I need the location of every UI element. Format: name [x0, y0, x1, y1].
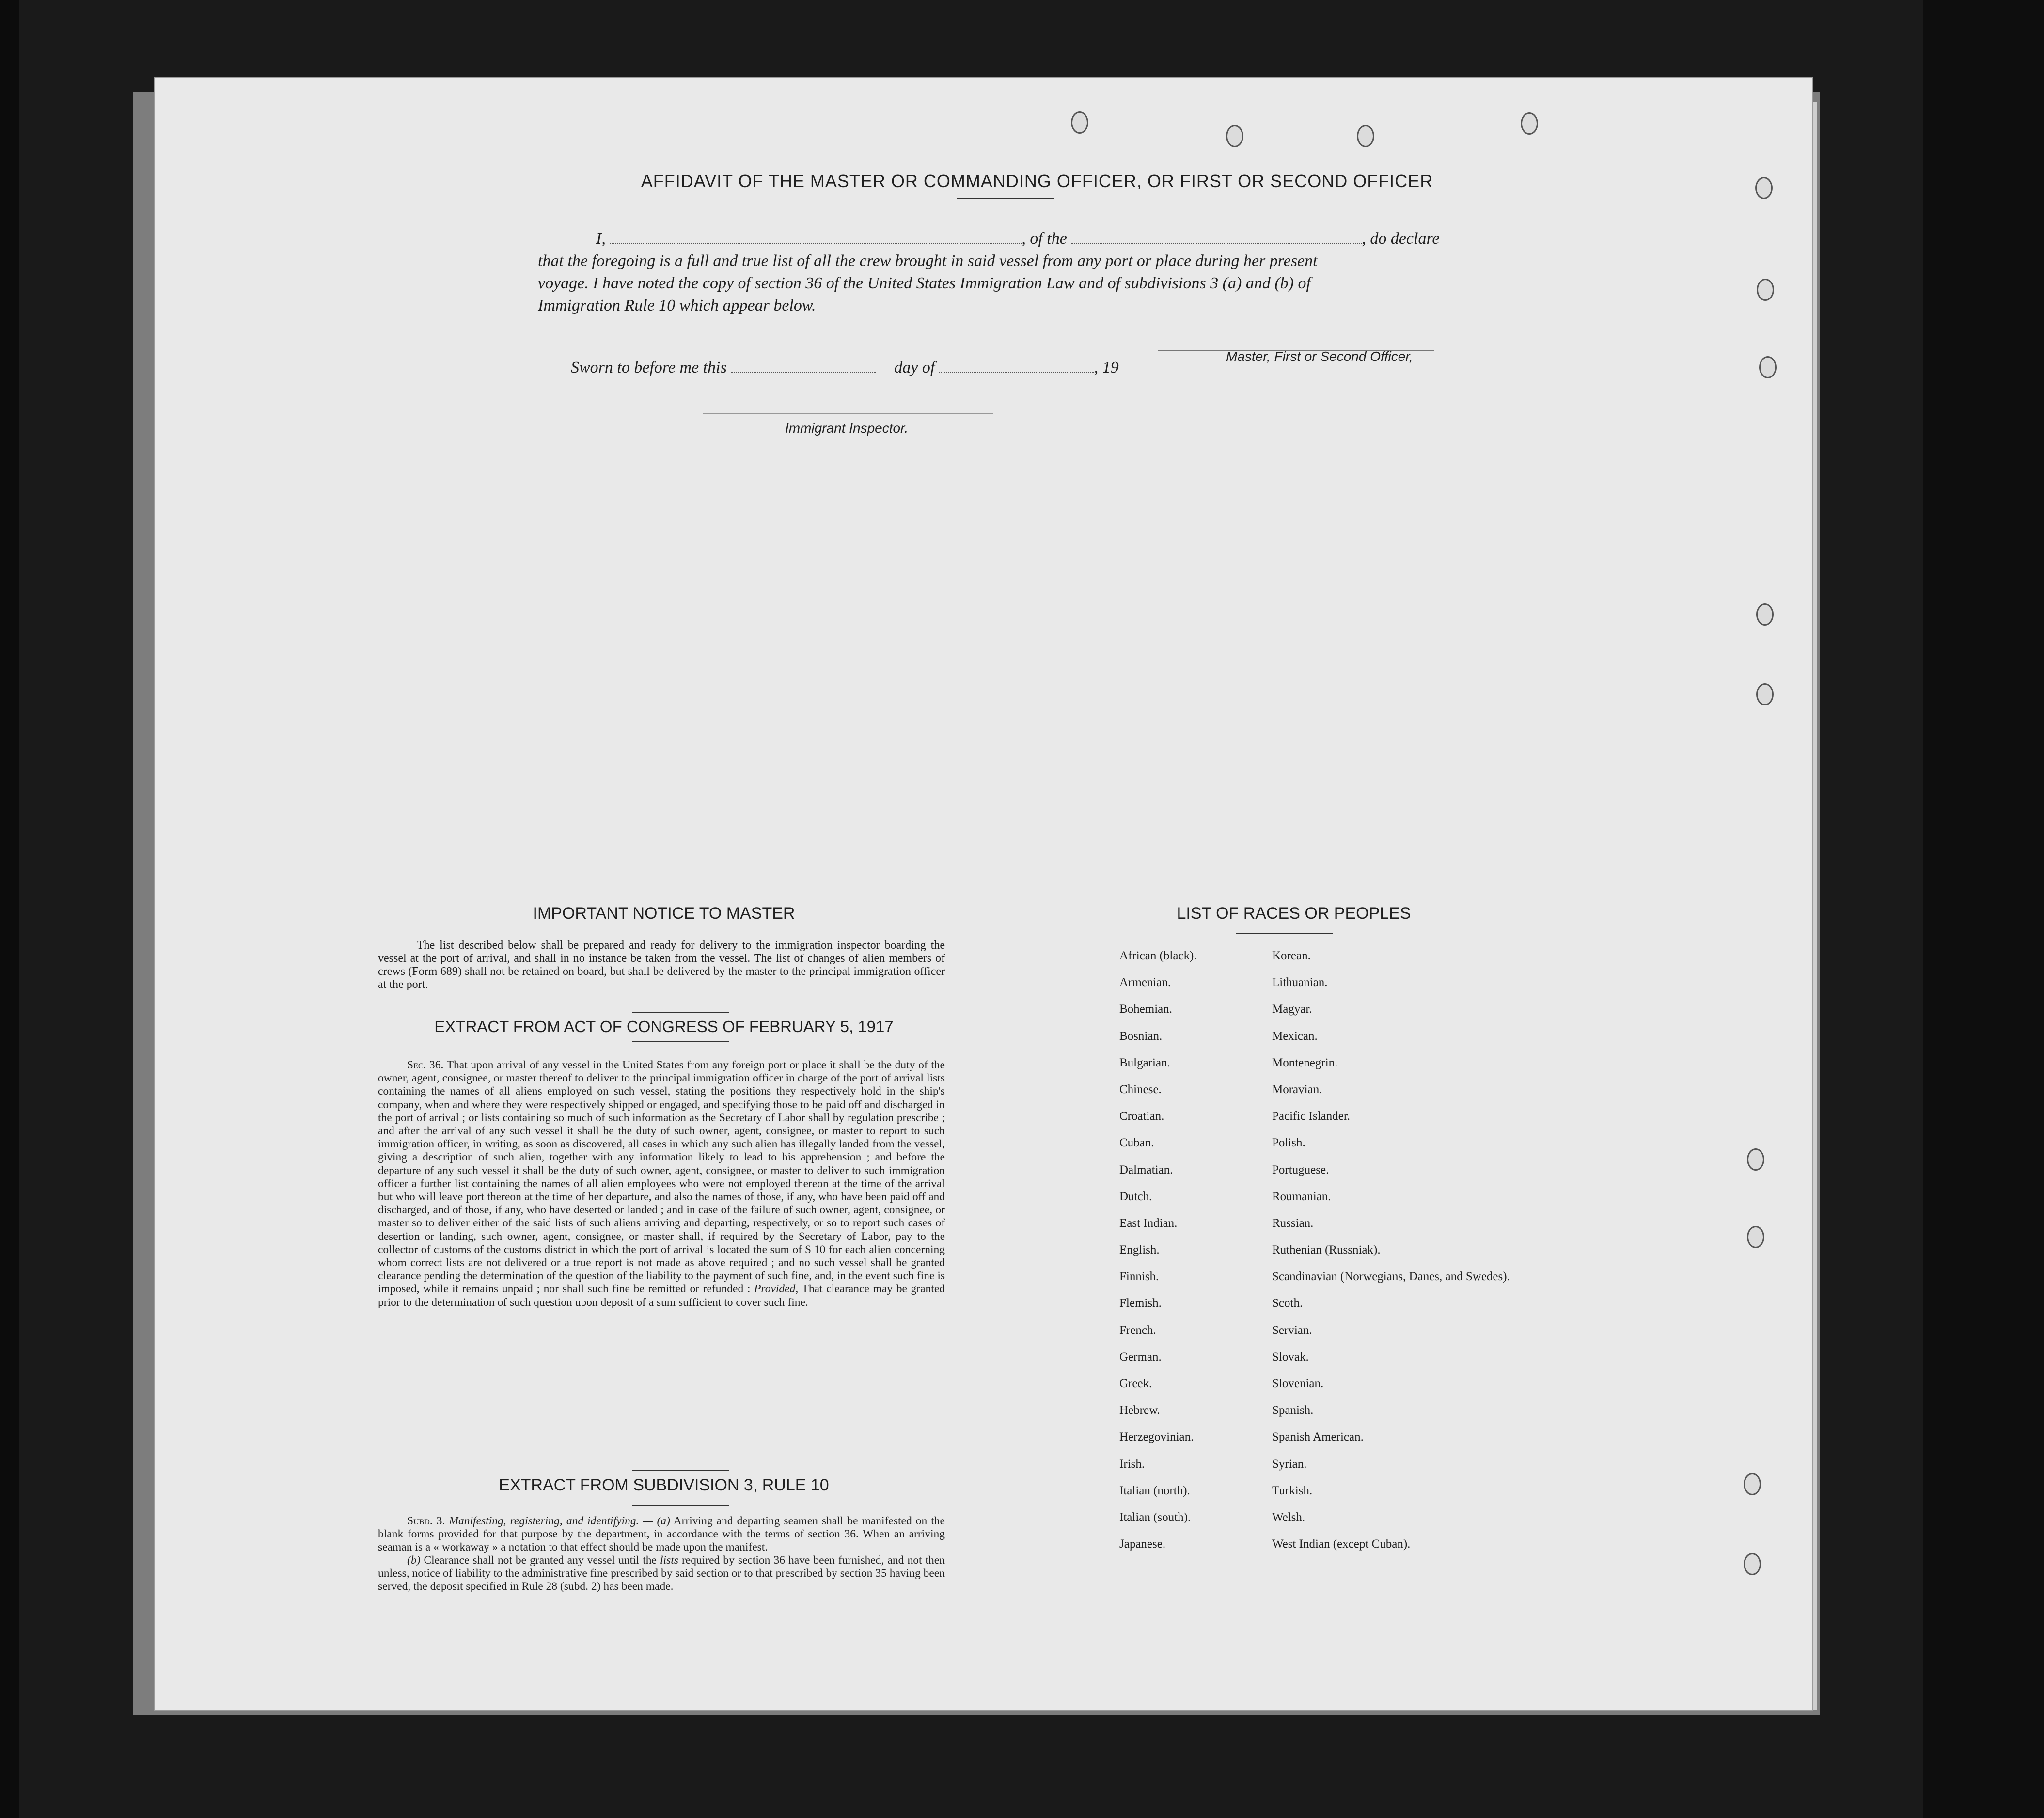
race-item: Syrian.: [1272, 1457, 1307, 1471]
affidavit-declare: , do declare: [1362, 230, 1440, 248]
race-item: Flemish.: [1119, 1297, 1162, 1310]
race-item: Cuban.: [1119, 1136, 1154, 1150]
name-blank[interactable]: [610, 243, 1022, 244]
race-item: Dutch.: [1119, 1190, 1152, 1203]
race-item: Roumanian.: [1272, 1190, 1331, 1203]
divider: [632, 1041, 729, 1042]
binder-hole: [1747, 1226, 1764, 1248]
para-b-text-2: required by section 36 have been furnished, and not then unless, notice of liability to the administrative fine prescribed by said section or to that prescribed by section 35 having been served, the deposit specified in Rule 28 (subd. 2) has been made.: [378, 1554, 945, 1593]
notice-title: IMPORTANT NOTICE TO MASTER: [533, 904, 795, 923]
divider: [632, 1012, 729, 1013]
race-item: Finnish.: [1119, 1270, 1159, 1284]
binder-hole: [1755, 177, 1773, 199]
binder-hole: [1226, 125, 1243, 147]
divider: [1236, 933, 1333, 934]
race-item: East Indian.: [1119, 1216, 1178, 1230]
race-item: Hebrew.: [1119, 1404, 1160, 1417]
race-item: Bohemian.: [1119, 1003, 1173, 1016]
race-item: Armenian.: [1119, 976, 1171, 989]
race-item: Scandinavian (Norwegians, Danes, and Swedes).: [1272, 1270, 1510, 1284]
para-b-label: (b): [407, 1554, 421, 1567]
divider: [632, 1470, 729, 1471]
affidavit-i: I,: [596, 230, 606, 248]
race-item: Chinese.: [1119, 1082, 1162, 1096]
para-b-text-1: Clearance shall not be granted any vessel until the: [424, 1554, 657, 1567]
notice-body: The list described below shall be prepared and ready for delivery to the immigration inspector boarding the vessel at the port of arrival, and shall in no instance be taken from the vessel. The list of changes of alien members of crews (Form 689) shall not be retained on board, but shall be delivered by the master to the principal immigration officer at the port.: [378, 939, 945, 991]
subd-heading: Manifesting, registering, and identifying.: [449, 1515, 639, 1527]
race-item: Polish.: [1272, 1136, 1305, 1150]
act-title: EXTRACT FROM ACT OF CONGRESS OF FEBRUARY 5, 1917: [434, 1018, 894, 1035]
race-item: Mexican.: [1272, 1029, 1318, 1043]
race-item: Slovenian.: [1272, 1377, 1324, 1390]
race-item: West Indian (except Cuban).: [1272, 1537, 1411, 1551]
affidavit-title: AFFIDAVIT OF THE MASTER OR COMMANDING OFFICER, OR FIRST OR SECOND OFFICER: [641, 171, 1433, 191]
divider: [632, 1505, 729, 1506]
race-item: Korean.: [1272, 949, 1311, 962]
race-item: Italian (north).: [1119, 1484, 1190, 1497]
vessel-blank[interactable]: [1071, 243, 1362, 244]
inspector-caption: Immigrant Inspector.: [785, 421, 909, 436]
race-item: French.: [1119, 1323, 1156, 1337]
binder-hole: [1071, 111, 1088, 134]
binder-hole: [1747, 1148, 1764, 1171]
divider: [957, 198, 1054, 199]
para-a-text: Arriving and departing seamen shall be manifested on the blank forms provided for that purpose by the department, in accordance with the terms of section 36. When an arriving seaman is a « workaway » a notation to that effect should be made upon the manifest.: [378, 1515, 945, 1553]
race-item: Irish.: [1119, 1457, 1145, 1471]
subdivision-title: EXTRACT FROM SUBDIVISION 3, RULE 10: [499, 1476, 829, 1494]
race-item: Montenegrin.: [1272, 1056, 1338, 1069]
race-item: Dalmatian.: [1119, 1163, 1173, 1176]
races-column-2: [1272, 950, 1510, 1565]
para-b: [378, 1554, 945, 1593]
race-item: Ruthenian (Russniak).: [1272, 1243, 1381, 1257]
race-item: Bosnian.: [1119, 1029, 1163, 1043]
act-text: That upon arrival of any vessel in the United States from any foreign port or place it shall be the duty of the owner, agent, consignee, or master thereof to deliver to the principal immigration officer in charge of the port of arrival lists containing the names of all aliens employed on such vessel, stating the positions they respectively hold in the ship's company, when and where they were respectively shipped or engaged, and specifying those to be paid off and discharged in the port of arrival ; or lists containing so much of such information as the Secretary of Labor shall by regulation prescribe ; and after the arrival of any such vessel it shall be the duty of such owner, agent, consignee, or master to report to such immigration officer, in writing, as soon as discovered, all cases in which any such alien has illegally landed from the vessel, giving a description of such alien, together with any information likely to lead to his apprehension ; and before the departure of any such vessel it shall be the duty of such owner, agent, consignee, or master to deliver to such immigration officer a further list containing the names of all alien employees who were not employed thereon at the time of the arrival but who will leave port thereon at the time of her departure, and also the names of those, if any, who have been paid off and discharged, and of those, if any, who have deserted or landed ; and in case of the failure of such owner, agent, consignee, or master so to deliver either of the said lists of such aliens arriving and departing, respectively, or so to report such cases of desertion or landing, such owner, agent, consignee, or master shall, if required by the Secretary of Labor, pay to the collector of customs of the customs district in which the port of arrival is located the sum of $ 10 for each alien concerning whom correct lists are not delivered or a true report is not made as above required ; and no such vessel shall be granted clearance pending the determination of the question of the liability to the payment of such fine, and, in the event such fine is imposed, while it remains unpaid ; nor shall such fine be remitted or refunded :: [378, 1059, 945, 1296]
day-of-label: day of: [894, 359, 935, 376]
film-edge-left: [0, 0, 19, 1818]
race-item: English.: [1119, 1243, 1160, 1257]
binder-hole: [1357, 125, 1374, 147]
affidavit-line-1: [538, 228, 1459, 250]
race-item: Croatian.: [1119, 1110, 1164, 1123]
act-body: [378, 1059, 945, 1309]
race-item: Moravian.: [1272, 1082, 1322, 1096]
para-a-label: — (a): [643, 1515, 670, 1527]
race-item: Magyar.: [1272, 1003, 1312, 1016]
document-page: [155, 78, 1812, 1710]
binder-hole: [1756, 683, 1774, 705]
race-item: Greek.: [1119, 1377, 1152, 1390]
binder-hole: [1757, 279, 1774, 301]
race-item: Servian.: [1272, 1323, 1312, 1337]
race-item: Portuguese.: [1272, 1163, 1329, 1176]
race-item: Welsh.: [1272, 1510, 1305, 1524]
day-blank[interactable]: [731, 372, 876, 373]
subd-label: Subd. 3.: [407, 1515, 445, 1527]
race-item: Lithuanian.: [1272, 976, 1328, 989]
affidavit-of-the: , of the: [1022, 230, 1067, 248]
para-a: [378, 1515, 945, 1554]
race-item: African (black).: [1119, 949, 1197, 962]
month-blank[interactable]: [939, 372, 1094, 373]
race-item: Spanish.: [1272, 1404, 1314, 1417]
master-caption: Master, First or Second Officer,: [1226, 349, 1413, 364]
race-item: Turkish.: [1272, 1484, 1313, 1497]
race-item: Pacific Islander.: [1272, 1110, 1351, 1123]
binder-hole: [1756, 603, 1774, 626]
film-edge-right: [1923, 0, 2044, 1818]
race-item: Herzegovinian.: [1119, 1430, 1194, 1444]
binder-hole: [1759, 356, 1777, 378]
race-item: Japanese.: [1119, 1537, 1166, 1551]
affidavit-line-2: that the foregoing is a full and true list of all the crew brought in said vessel from any port or place during her present: [538, 252, 1318, 270]
sworn-line: [571, 359, 1119, 377]
race-item: German.: [1119, 1350, 1162, 1364]
race-item: Scoth.: [1272, 1297, 1303, 1310]
affidavit-line-3: voyage. I have noted the copy of section 36 of the United States Immigration Law and of subdivisions 3 (a) and (b) of: [538, 274, 1311, 292]
inspector-signature-line[interactable]: [703, 413, 993, 414]
races-column-1: [1119, 950, 1197, 1565]
sworn-prefix: Sworn to before me this: [571, 359, 727, 376]
race-item: Italian (south).: [1119, 1510, 1191, 1524]
sec-label: Sec. 36.: [407, 1059, 444, 1071]
race-item: Spanish American.: [1272, 1430, 1364, 1444]
affidavit-body: [538, 228, 1459, 317]
binder-hole: [1744, 1473, 1761, 1495]
affidavit-line-4: Immigration Rule 10 which appear below.: [538, 297, 816, 314]
races-title: LIST OF RACES OR PEOPLES: [1177, 904, 1411, 923]
act-text-end: That clearance may be granted prior to the determination of such question upon deposit of a sum sufficient to cover such fine.: [378, 1283, 945, 1309]
race-item: Russian.: [1272, 1216, 1314, 1230]
provided-label: Provided,: [754, 1283, 799, 1296]
subdivision-body: [378, 1515, 945, 1593]
binder-hole: [1521, 112, 1538, 135]
race-item: Slovak.: [1272, 1350, 1309, 1364]
binder-hole: [1744, 1553, 1761, 1575]
year-prefix: , 19: [1094, 359, 1119, 376]
para-b-lists: lists: [660, 1554, 678, 1567]
race-item: Bulgarian.: [1119, 1056, 1170, 1069]
